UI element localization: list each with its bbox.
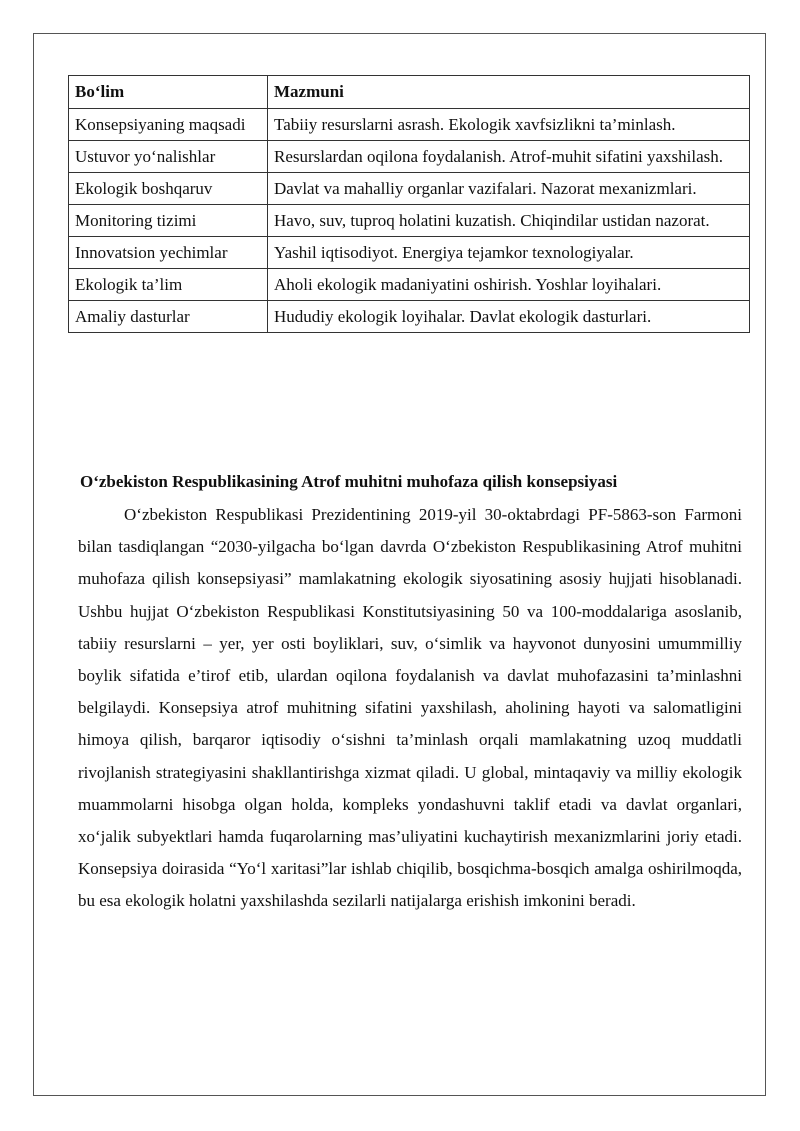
table-cell-section: Amaliy dasturlar (69, 301, 268, 333)
table-cell-section: Ustuvor yo‘nalishlar (69, 141, 268, 173)
table-cell-content: Yashil iqtisodiyot. Energiya tejamkor texnologiyalar. (268, 237, 750, 269)
table-row (69, 301, 750, 333)
table-cell-content: Aholi ekologik madaniyatini oshirish. Yoshlar loyihalari. (268, 269, 750, 301)
table-row (69, 109, 750, 141)
concept-table (68, 75, 750, 333)
section-heading: O‘zbekiston Respublikasining Atrof muhitni muhofaza qilish konsepsiyasi (80, 472, 618, 491)
table-cell-section: Konsepsiyaning maqsadi (69, 109, 268, 141)
table-cell-section: Innovatsion yechimlar (69, 237, 268, 269)
table-cell-section: Ekologik ta’lim (69, 269, 268, 301)
table-cell-content: Hududiy ekologik loyihalar. Davlat ekologik dasturlari. (268, 301, 750, 333)
table-header-row (69, 76, 750, 109)
table-row (69, 205, 750, 237)
table-cell-content: Davlat va mahalliy organlar vazifalari. Nazorat mexanizmlari. (268, 173, 750, 205)
table-row (69, 173, 750, 205)
table-cell-content: Havo, suv, tuproq holatini kuzatish. Chiqindilar ustidan nazorat. (268, 205, 750, 237)
table-cell-content: Tabiiy resurslarni asrash. Ekologik xavfsizlikni ta’minlash. (268, 109, 750, 141)
table-row (69, 237, 750, 269)
column-header-section: Bo‘lim (69, 76, 268, 109)
table-cell-section: Ekologik boshqaruv (69, 173, 268, 205)
table-cell-content: Resurslardan oqilona foydalanish. Atrof-muhit sifatini yaxshilash. (268, 141, 750, 173)
body-paragraph: O‘zbekiston Respublikasi Prezidentining 2019-yil 30-oktabrdagi PF-5863-son Farmoni bilan tasdiqlangan “2030-yilgacha bo‘lgan davrda O‘zbekiston Respublikasining Atrof muhitni muhofaza qilish konsepsiyasi” mamlakatning ekologik siyosatining asosiy hujjati hisoblanadi. Ushbu hujjat O‘zbekiston Respublikasi Konstitutsiyasining 50 va 100-moddalariga asoslanib, tabiiy resurslarni – yer, yer osti boyliklari, suv, o‘simlik va hayvonot dunyosini umummilliy boylik sifatida e’tirof etib, ulardan oqilona foydalanish va davlat muhofazasini ta’minlashni belgilaydi. Konsepsiya atrof muhitning sifatini yaxshilash, aholining hayoti va salomatligini himoya qilish, barqaror iqtisodiy o‘sishni ta’minlash orqali mamlakatning uzoq muddatli rivojlanish strategiyasini shakllantirishga xizmat qiladi. U global, mintaqaviy va milliy ekologik muammolarni hisobga olgan holda, kompleks yondashuvni taklif etadi va davlat organlari, xo‘jalik subyektlari hamda fuqarolarning mas’uliyatini kuchaytirish mexanizmlarini joriy etadi. Konsepsiya doirasida “Yo‘l xaritasi”lar ishlab chiqilib, bosqichma-bosqich amalga oshirilmoqda, bu esa ekologik holatni yaxshilashda sezilarli natijalarga erishish imkonini beradi. (78, 505, 742, 911)
column-header-content: Mazmuni (268, 76, 750, 109)
table-cell-section: Monitoring tizimi (69, 205, 268, 237)
table-row (69, 141, 750, 173)
table-row (69, 269, 750, 301)
